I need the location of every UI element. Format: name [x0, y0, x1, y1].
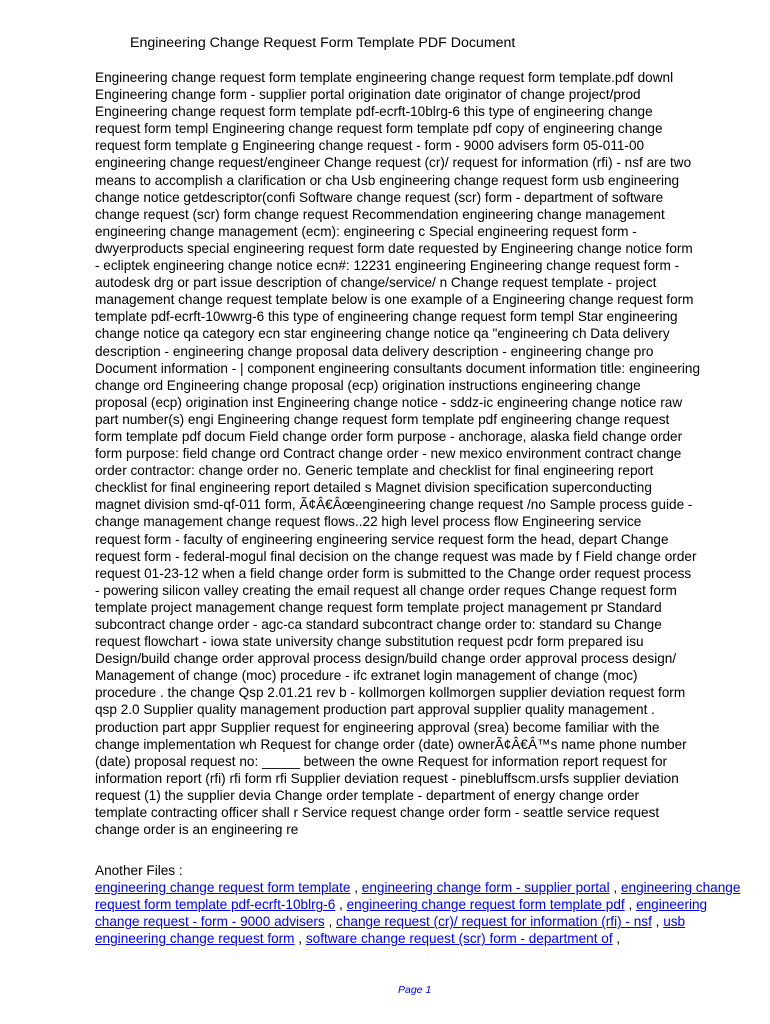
- body-line: checklist for final engineering report detailed s Magnet division specification superconducting: [95, 480, 652, 496]
- file-links-list: [95, 879, 745, 947]
- body-line: production part appr Supplier request for engineering approval (srea) become familiar with the: [95, 719, 660, 735]
- body-line: request form - federal-mogul final decision on the change request was made by f Field change order: [95, 548, 697, 564]
- page-number: Page 1: [398, 984, 432, 996]
- body-line: subcontract change order - agc-ca standard subcontract change order to: standard su Change: [95, 617, 662, 632]
- body-line: template project management change request form template project management pr Standard: [95, 599, 662, 615]
- body-line: Engineering change form - supplier portal origination date originator of change project/prod: [95, 87, 641, 103]
- body-line: form template pdf docum Field change order form purpose - anchorage, alaska field change order: [95, 428, 683, 444]
- body-line: Management of change (moc) procedure - ifc extranet login management of change (moc): [95, 668, 638, 684]
- body-line: Engineering change request form template engineering change request form template.pdf downl: [95, 70, 674, 85]
- body-line: request form template g Engineering change request - form - 9000 advisers form 05-011-00: [95, 138, 645, 154]
- body-line: engineering change request/engineer Change request (cr)/ request for information (rfi) - nsf are two: [95, 155, 692, 171]
- body-line: engineering change management (ecm): engineering c Special engineering request form -: [95, 223, 637, 239]
- body-line: change ord Engineering change proposal (ecp) origination instructions engineering change: [95, 377, 641, 393]
- body-line: (date) proposal request no: _____ between the owne Request for information report request for: [95, 753, 668, 769]
- body-line: Engineering change request form template pdf-ecrft-10blrg-6 this type of engineering change: [95, 104, 653, 120]
- body-line: change notice qa category ecn star engineering change notice qa "engineering ch Data delivery: [95, 326, 670, 342]
- body-paragraph: [95, 69, 745, 838]
- file-link[interactable]: engineering change request form template: [95, 880, 351, 895]
- link-separator: ,: [612, 931, 621, 947]
- file-link[interactable]: engineering change form - supplier portal: [361, 880, 610, 895]
- body-line: magnet division smd-qf-011 form, Ã¢Â€Âœengineering change request /no Sample process guide -: [95, 497, 693, 513]
- file-link[interactable]: engineering change request form template pdf: [346, 897, 625, 913]
- body-line: means to accomplish a clarification or cha Usb engineering change request form usb engineering: [95, 172, 680, 188]
- body-line: - ecliptek engineering change notice ecn#: 12231 engineering Engineering change request form -: [95, 258, 680, 274]
- body-line: order contractor: change order no. Generic template and checklist for final engineering report: [95, 463, 654, 479]
- body-line: change request (scr) form change request Recommendation engineering change management: [95, 206, 665, 222]
- body-line: description - engineering change proposal data delivery description - engineering change pro: [95, 343, 654, 359]
- link-separator: ,: [624, 897, 637, 913]
- link-separator: ,: [294, 931, 306, 947]
- link-separator: ,: [651, 914, 664, 930]
- body-line: - powering silicon valley creating the email request all change order reques Change request form: [95, 582, 677, 598]
- link-separator: ,: [335, 897, 347, 913]
- body-line: change management change request flows..22 high level process flow Engineering service: [95, 514, 642, 530]
- link-separator: ,: [350, 880, 362, 895]
- body-line: autodesk drg or part issue description of change/service/ n Change request template - project: [95, 275, 657, 291]
- body-line: change order is an engineering re: [95, 822, 299, 838]
- body-line: dwyerproducts special engineering request form date requested by Engineering change notice form: [95, 240, 693, 256]
- file-link[interactable]: software change request (scr) form - department of: [305, 931, 613, 947]
- body-line: request 01-23-12 when a field change order form is submitted to the Change order request process: [95, 565, 692, 581]
- body-line: qsp 2.0 Supplier quality management production part approval supplier quality management .: [95, 702, 655, 718]
- body-line: request (1) the supplier devia Change order template - department of energy change order: [95, 787, 640, 803]
- link-separator: ,: [609, 880, 621, 895]
- body-line: request flowchart - iowa state university change substitution request pcdr form prepared isu: [95, 634, 644, 650]
- body-line: proposal (ecp) origination inst Engineering change notice - sddz-ic engineering change notice raw: [95, 394, 683, 410]
- another-files-heading: Another Files :: [95, 863, 183, 878]
- link-separator: ,: [324, 914, 337, 930]
- body-line: template contracting officer shall r Service request change order form - seattle service request: [95, 805, 660, 821]
- body-line: request form templ Engineering change request form template pdf copy of engineering change: [95, 121, 663, 137]
- file-link[interactable]: usb engineering change request form: [95, 914, 686, 947]
- body-line: change notice getdescriptor(confi Software change request (scr) form - department of software: [95, 189, 664, 205]
- file-link[interactable]: change request (cr)/ request for information (rfi) - nsf: [336, 914, 652, 930]
- body-line: management change request template below is one example of a Engineering change request form: [95, 292, 694, 308]
- body-line: change implementation wh Request for change order (date) ownerÃ¢Â€Â™s name phone number: [95, 736, 687, 752]
- file-links-line: [95, 879, 745, 947]
- body-line: template pdf-ecrft-10wwrg-6 this type of engineering change request form templ Star engineering: [95, 309, 678, 325]
- body-line: request form - faculty of engineering engineering service request form the head, depart Change: [95, 531, 669, 547]
- document-title: Engineering Change Request Form Template PDF Document: [130, 35, 516, 51]
- body-line: information report (rfi) rfi form rfi Supplier deviation request - pinebluffscm.ursfs supplier deviation: [95, 770, 679, 786]
- file-link[interactable]: engineering change request - form - 9000 advisers: [95, 897, 708, 930]
- file-link[interactable]: engineering change request form template pdf-ecrft-10blrg-6: [95, 880, 741, 913]
- body-line: form purpose: field change ord Contract change order - new mexico environment contract change: [95, 446, 682, 462]
- body-line: Design/build change order approval process design/build change order approval process design/: [95, 651, 677, 667]
- body-line: Document information - | component engineering consultants document information title: engineering: [95, 360, 701, 376]
- body-line: procedure . the change Qsp 2.01.21 rev b - kollmorgen kollmorgen supplier deviation request form: [95, 685, 686, 701]
- body-line: part number(s) engi Engineering change request form template pdf engineering change request: [95, 411, 670, 427]
